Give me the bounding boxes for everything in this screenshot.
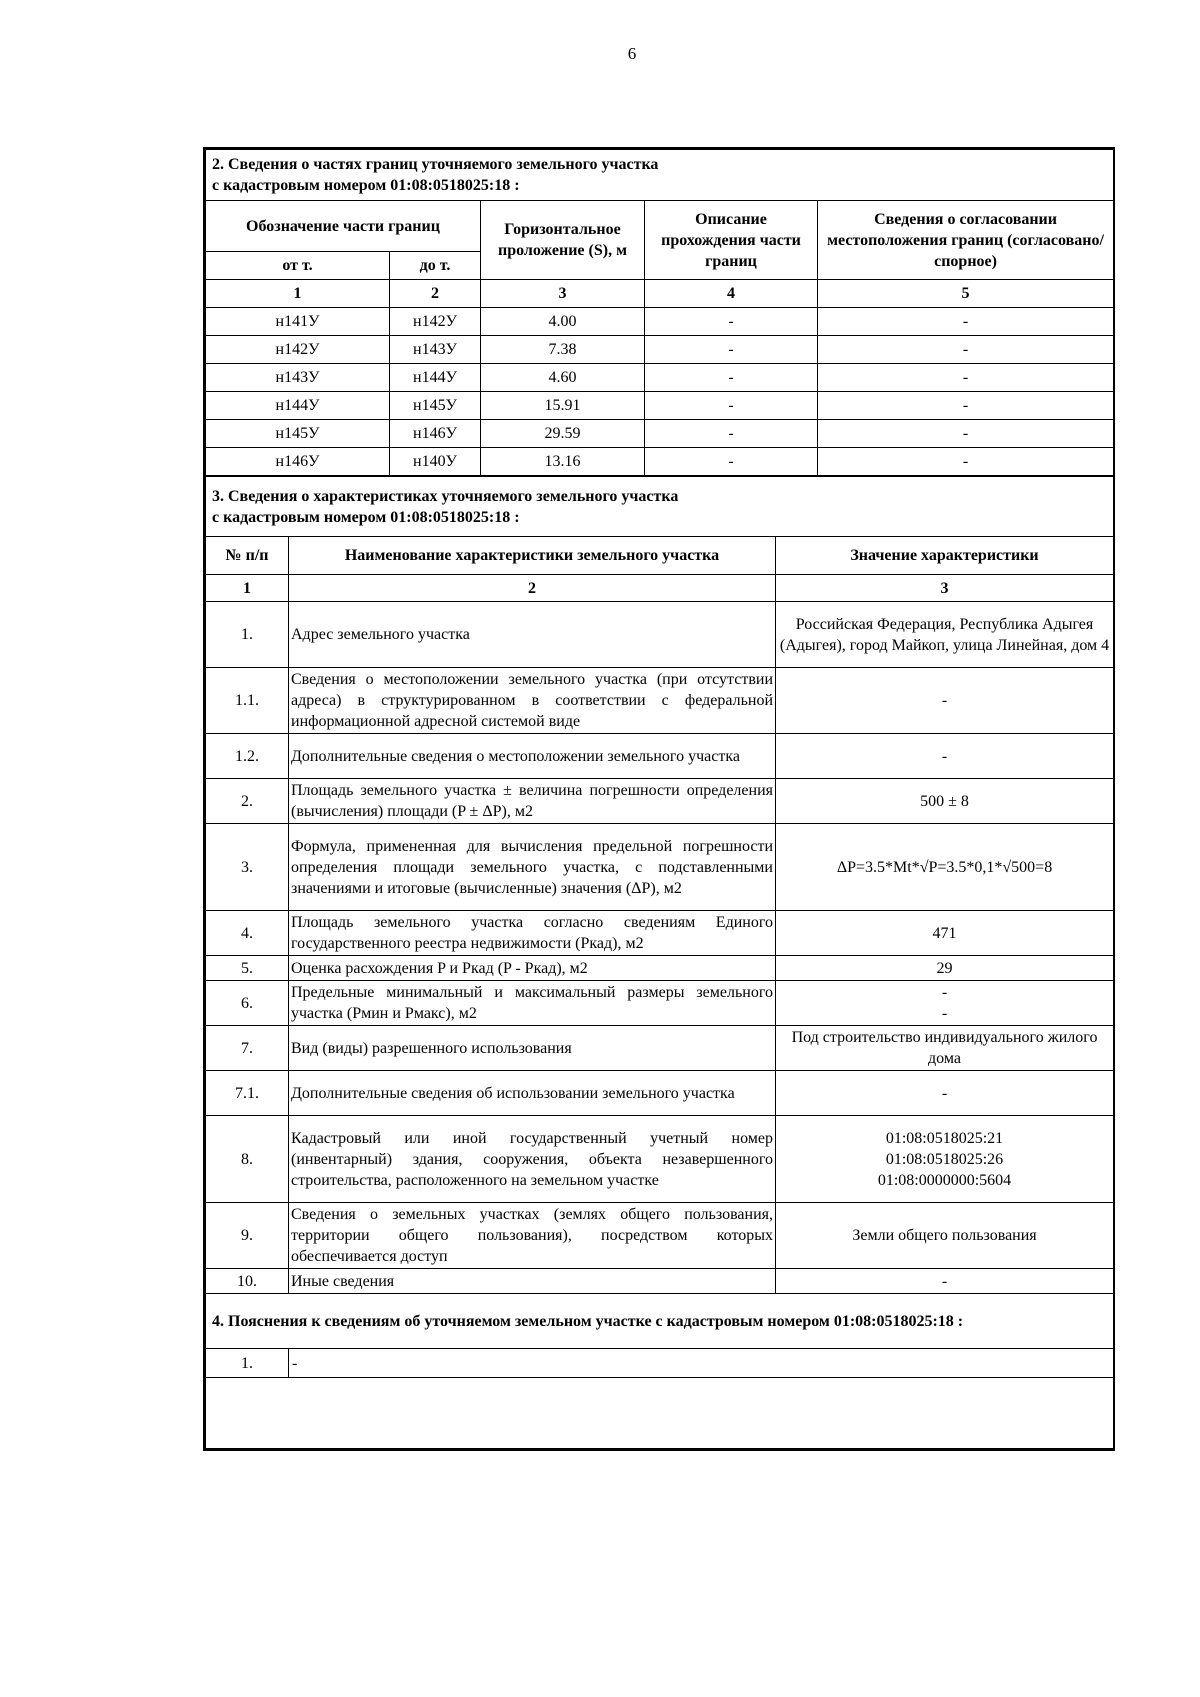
cell-num: 7.1. (206, 1071, 289, 1116)
cell-value: 29 (776, 956, 1114, 981)
cell-to: н145У (390, 392, 481, 420)
header-to: до т. (390, 252, 481, 280)
cell-from: н145У (206, 420, 390, 448)
cell-num: 4. (206, 911, 289, 956)
cell-name: Дополнительные сведения о местоположении земельного участка (289, 734, 776, 779)
cell-value: - (776, 1269, 1114, 1294)
cell-value-line: - (941, 1005, 948, 1022)
cell-name: Сведения о земельных участках (землях общего пользования, территории общего пользования), посредством которых обеспечивается доступ (289, 1203, 776, 1269)
column-number: 1 (206, 280, 390, 308)
cell-value (776, 981, 1114, 1026)
header-description: Описание прохождения части границ (645, 201, 818, 280)
cell-value: Российская Федерация, Республика Адыгея (Адыгея), город Майкоп, улица Линейная, дом 4 (776, 602, 1114, 668)
cell-num: 1.1. (206, 668, 289, 734)
cell-value-line: 01:08:0518025:21 (885, 1129, 1004, 1147)
cell-name: Иные сведения (289, 1269, 776, 1294)
cell-s: 29.59 (481, 420, 645, 448)
cell-s: 15.91 (481, 392, 645, 420)
table-row (206, 420, 1114, 448)
cell-s: 13.16 (481, 448, 645, 476)
table-row (206, 734, 1114, 779)
table-row (206, 1026, 1114, 1071)
cell-num: 1. (206, 602, 289, 668)
cell-value-line: 01:08:0518025:26 (885, 1150, 1004, 1168)
table-row (206, 1203, 1114, 1269)
cell-num: 6. (206, 981, 289, 1026)
section3-table (205, 476, 1114, 1449)
column-number-row (206, 575, 1114, 602)
cell-agree: - (818, 420, 1114, 448)
cell-num: 1.2. (206, 734, 289, 779)
cell-name: Кадастровый или иной государственный учетный номер (инвентарный) здания, сооружения, объекта незавершенного строительства, расположенного на земельном участке (289, 1116, 776, 1203)
table-row (206, 392, 1114, 420)
section2-table (205, 149, 1114, 476)
cell-num: 1. (206, 1349, 289, 1378)
header-value: Значение характеристики (776, 537, 1114, 575)
section3-title (206, 477, 1114, 537)
cell-value: Под строительство индивидуального жилого дома (776, 1026, 1114, 1071)
cell-value-line: 01:08:0000000:5604 (877, 1171, 1012, 1189)
cell-num: 7. (206, 1026, 289, 1071)
table-row (206, 308, 1114, 336)
cell-desc: - (645, 420, 818, 448)
header-horizontal: Горизонтальное проложение (S), м (481, 201, 645, 280)
header-part-designation: Обозначение части границ (206, 201, 481, 252)
cell-agree: - (818, 308, 1114, 336)
cell-s: 4.00 (481, 308, 645, 336)
cell-to: н144У (390, 364, 481, 392)
table-row (206, 981, 1114, 1026)
cell-name: Адрес земельного участка (289, 602, 776, 668)
table-row (206, 956, 1114, 981)
table-row (206, 364, 1114, 392)
table-row (206, 824, 1114, 911)
cell-value: 500 ± 8 (776, 779, 1114, 824)
cell-name: Площадь земельного участка согласно сведениям Единого государственного реестра недвижимости (Ркад), м2 (289, 911, 776, 956)
table-row (206, 1349, 1114, 1378)
cell-to: н143У (390, 336, 481, 364)
cell-desc: - (645, 308, 818, 336)
cell-text: - (289, 1349, 1114, 1378)
section2-title-line2: с кадастровым номером 01:08:0518025:18 : (212, 177, 520, 194)
table-row (206, 602, 1114, 668)
cell-desc: - (645, 448, 818, 476)
cell-num: 8. (206, 1116, 289, 1203)
cell-from: н143У (206, 364, 390, 392)
cell-num: 5. (206, 956, 289, 981)
cell-agree: - (818, 364, 1114, 392)
section3-title-line1: 3. Сведения о характеристиках уточняемого земельного участка (212, 487, 679, 505)
cell-num: 9. (206, 1203, 289, 1269)
table-row (206, 1071, 1114, 1116)
cell-num: 10. (206, 1269, 289, 1294)
table-row (206, 911, 1114, 956)
cell-desc: - (645, 364, 818, 392)
cell-name: Вид (виды) разрешенного использования (289, 1026, 776, 1071)
table-row (206, 1116, 1114, 1203)
column-number: 1 (206, 575, 289, 602)
cell-agree: - (818, 336, 1114, 364)
column-number: 4 (645, 280, 818, 308)
cell-desc: - (645, 392, 818, 420)
header-agreement: Сведения о согласовании местоположения границ (согласовано/спорное) (818, 201, 1114, 280)
cell-value: - (776, 668, 1114, 734)
blank-row (206, 1378, 1114, 1449)
cell-agree: - (818, 448, 1114, 476)
column-number-row (206, 280, 1114, 308)
cell-to: н142У (390, 308, 481, 336)
cell-name: Формула, примененная для вычисления предельной погрешности определения площади земельного участка, с подставленными значениями и итоговые (вычисленные) значения (ΔP), м2 (289, 824, 776, 911)
cell-desc: - (645, 336, 818, 364)
cell-name: Дополнительные сведения об использовании земельного участка (289, 1071, 776, 1116)
table-row (206, 1269, 1114, 1294)
cell-value: Земли общего пользования (776, 1203, 1114, 1269)
cell-value: - (776, 1071, 1114, 1116)
cell-value: 471 (776, 911, 1114, 956)
cell-num: 3. (206, 824, 289, 911)
column-number: 5 (818, 280, 1114, 308)
cell-value: ΔP=3.5*Mt*√P=3.5*0,1*√500=8 (776, 824, 1114, 911)
cell-from: н146У (206, 448, 390, 476)
cell-s: 7.38 (481, 336, 645, 364)
section2-title (206, 150, 1114, 201)
cell-name: Предельные минимальный и максимальный размеры земельного участка (Рмин и Рмакс), м2 (289, 981, 776, 1026)
cell-from: н141У (206, 308, 390, 336)
cell-name: Сведения о местоположении земельного участка (при отсутствии адреса) в структурированном в соответствии с федеральной информационной адресной системой виде (289, 668, 776, 734)
cell-from: н144У (206, 392, 390, 420)
cell-to: н146У (390, 420, 481, 448)
table-row (206, 779, 1114, 824)
cell-value (776, 1116, 1114, 1203)
header-name: Наименование характеристики земельного участка (289, 537, 776, 575)
section4-title: 4. Пояснения к сведениям об уточняемом земельном участке с кадастровым номером 01:08:0518025:18 : (206, 1294, 1114, 1349)
section3-title-line2: с кадастровым номером 01:08:0518025:18 : (212, 508, 520, 526)
cadastral-document-frame (203, 147, 1115, 1451)
cell-to: н140У (390, 448, 481, 476)
table-row (206, 448, 1114, 476)
cell-value: - (776, 734, 1114, 779)
cell-s: 4.60 (481, 364, 645, 392)
column-number: 3 (776, 575, 1114, 602)
column-number: 3 (481, 280, 645, 308)
cell-value-line: - (941, 984, 948, 1001)
header-from: от т. (206, 252, 390, 280)
table-row (206, 668, 1114, 734)
section2-title-line1: 2. Сведения о частях границ уточняемого земельного участка (212, 156, 659, 173)
header-num: № п/п (206, 537, 289, 575)
cell-name: Площадь земельного участка ± величина погрешности определения (вычисления) площади (P ± ΔP), м2 (289, 779, 776, 824)
table-row (206, 336, 1114, 364)
cell-num: 2. (206, 779, 289, 824)
column-number: 2 (390, 280, 481, 308)
column-number: 2 (289, 575, 776, 602)
cell-name: Оценка расхождения P и Ркад (P - Ркад), м2 (289, 956, 776, 981)
cell-from: н142У (206, 336, 390, 364)
cell-agree: - (818, 392, 1114, 420)
page-number: 6 (627, 44, 637, 63)
